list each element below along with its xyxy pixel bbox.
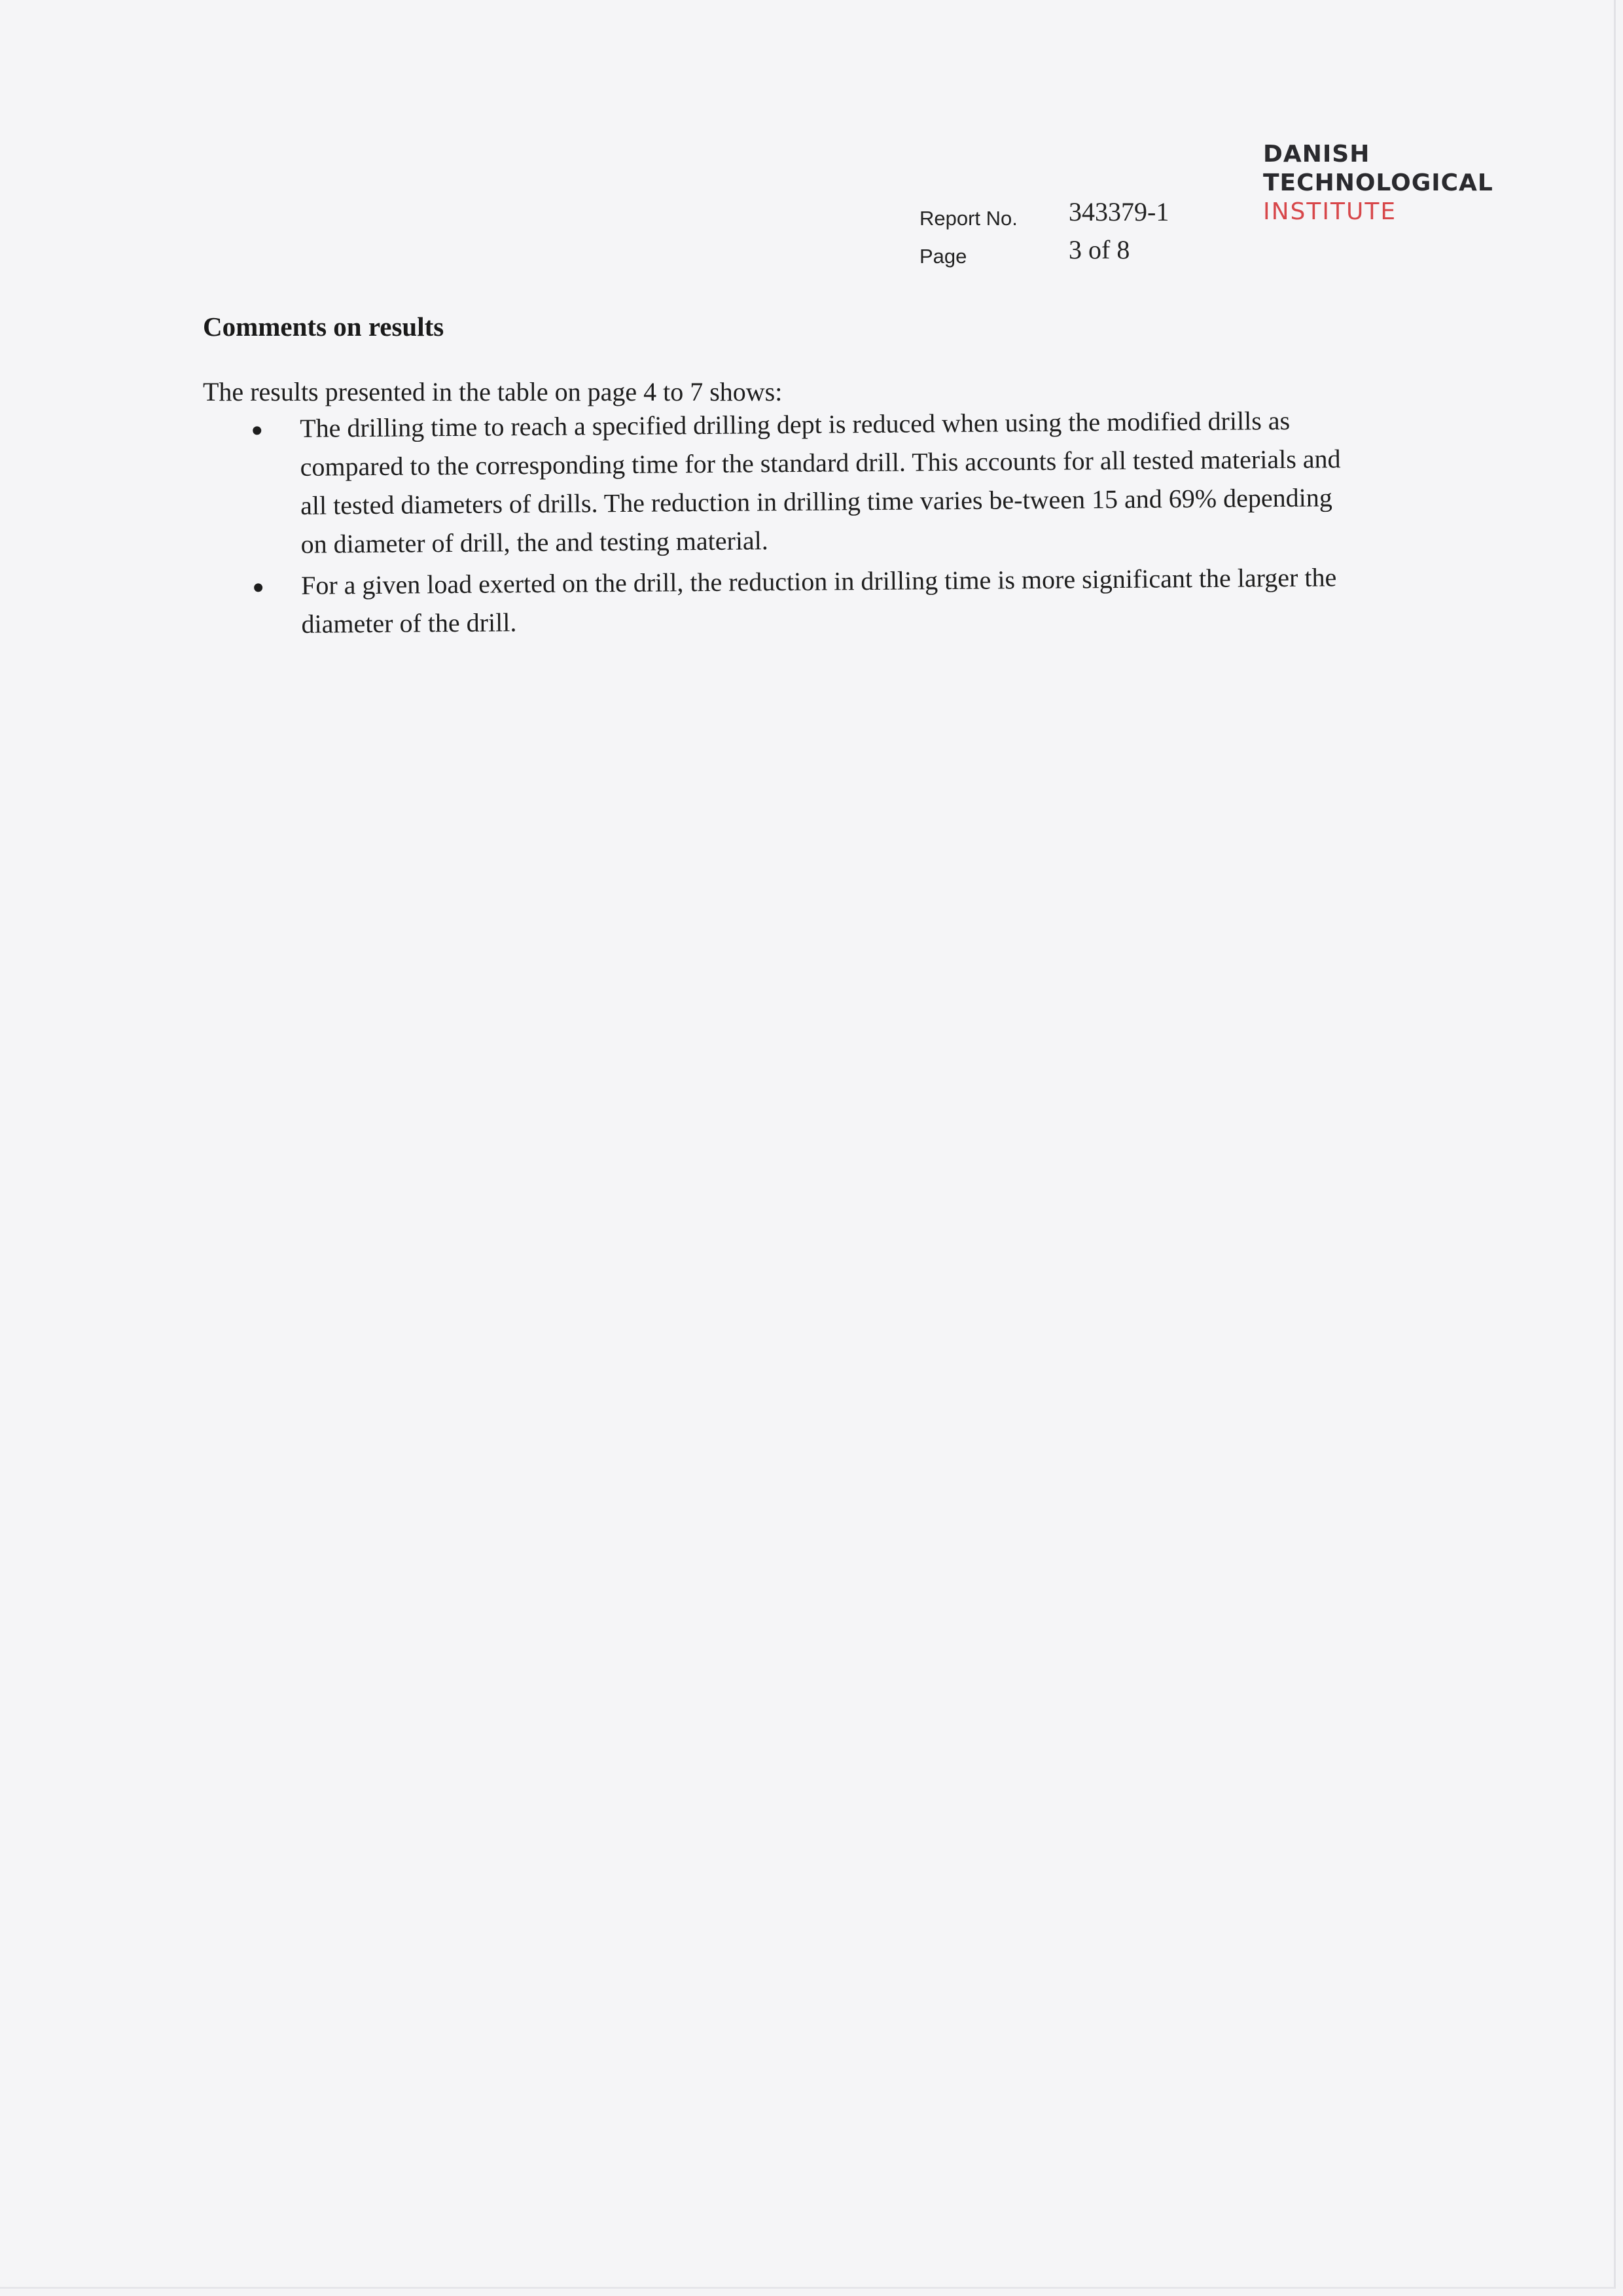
page-value: 3 of 8	[1069, 235, 1130, 264]
list-item	[204, 558, 1357, 644]
list-item	[203, 401, 1356, 564]
bullet-list	[203, 401, 1357, 647]
intro-text: The results presented in the table on page 4 to 7 shows:	[203, 377, 783, 406]
bullet-icon	[253, 426, 261, 435]
list-item-text: The drilling time to reach a specified drilling dept is reduced when using the modified drills as compared to the corresponding time for the standard drill. This accounts for all tested materials and all tested diameters of drills. The reduction in drilling time varies be-tween 15 and 69% depending on diameter of drill, the and testing material.	[300, 405, 1341, 559]
bullet-icon	[254, 583, 262, 592]
logo-line-3: INSTITUTE	[1263, 198, 1397, 225]
list-item-text: For a given load exerted on the drill, the reduction in drilling time is more significant the larger the diameter of the drill.	[300, 562, 1337, 639]
logo-line-2: TECHNOLOGICAL	[1263, 170, 1493, 196]
report-number-value: 343379-1	[1069, 197, 1169, 226]
logo-line-1: DANISH	[1263, 141, 1370, 168]
report-number-label: Report No.	[919, 207, 1018, 230]
section-heading: Comments on results	[203, 312, 444, 342]
page-label: Page	[919, 245, 967, 268]
company-logo	[1263, 140, 1493, 226]
